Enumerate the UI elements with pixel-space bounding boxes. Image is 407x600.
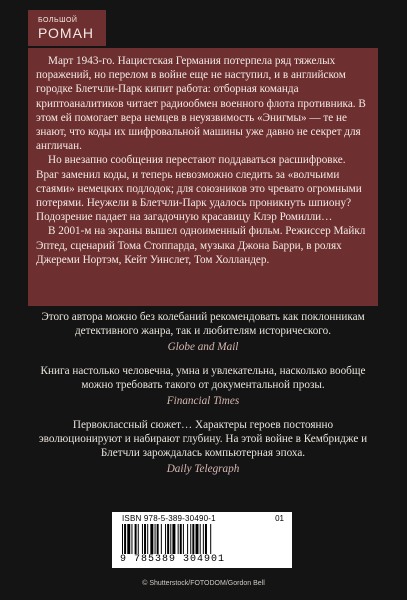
review bbox=[36, 364, 370, 408]
annotation-paragraph: В 2001-м на экраны вышел одноименный фильм. Режиссер Майкл Эптед, сценарий Тома Стоппарда, музыка Джона Барри, в ролях Джереми Нортэм, Кейт Уинслет, Том Холландер. bbox=[36, 225, 366, 266]
reviews-section bbox=[36, 310, 370, 486]
barcode-bars bbox=[122, 524, 282, 554]
review bbox=[36, 310, 370, 354]
annotation-text bbox=[36, 54, 370, 267]
isbn-label: ISBN 978-5-389-30490-1 bbox=[122, 514, 216, 523]
review-source: Globe and Mail bbox=[167, 341, 239, 353]
logo-bottom-text: РОМАН bbox=[38, 25, 95, 41]
logo-top-text: БОЛЬШОЙ bbox=[38, 17, 78, 24]
ean-number: 9 785389 304901 bbox=[120, 554, 226, 565]
publisher-logo bbox=[28, 10, 106, 46]
isbn-suffix: 01 bbox=[275, 514, 284, 523]
photo-credit: © Shutterstock/FOTODOM/Gordon Bell bbox=[142, 580, 265, 587]
annotation-paragraph: Но внезапно сообщения перестают поддаваться расшифровке. Враг заменил коды, и теперь невозможно следить за «волчьими стаями» немецких подлодок; для союзников это чревато огромными потерями. Неужели в Блетчли-Парк удалось проникнуть шпиону? Подозрение падает на загадочную красавицу Клэр Ромилли… bbox=[36, 154, 362, 224]
review bbox=[36, 418, 370, 476]
review-source: Financial Times bbox=[166, 395, 240, 407]
review-quote: Книга настолько человечна, умна и увлекательна, насколько вообще можно требовать такого от документальной прозы. bbox=[40, 365, 366, 391]
review-quote: Этого автора можно без колебаний рекомендовать как поклонникам детективного жанра, так и любителям исторического. bbox=[41, 311, 365, 337]
annotation-paragraph: Март 1943-го. Нацистская Германия потерпела ряд тяжелых поражений, но перелом в войне еще не наступил, и в английском городке Блетчли-Парк кипит работа: отборная команда криптоаналитиков читает радиообмен военного флота противника. В этом ей помогает вера немцев в неуязвимость «Энигмы» — те не знают, что коды их шифровальной машины уже давно не секрет для англичан. bbox=[36, 55, 366, 153]
review-source: Daily Telegraph bbox=[166, 463, 240, 475]
review-quote: Первоклассный сюжет… Характеры героев постоянно эволюционируют и набирают глубину. На этой войне в Кембридже и Блетчли зарождалась компьютерная эпоха. bbox=[38, 419, 368, 459]
barcode bbox=[112, 512, 292, 568]
